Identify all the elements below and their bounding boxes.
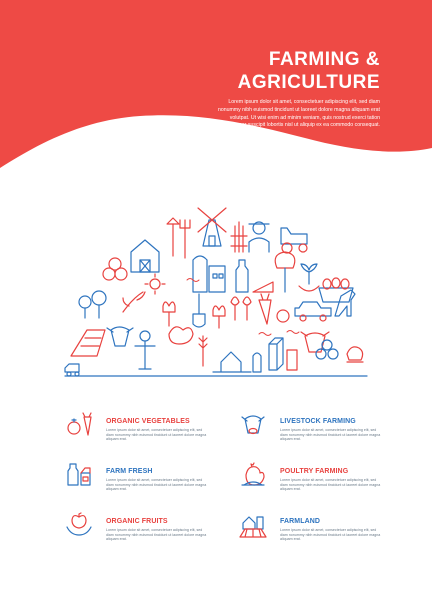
windmill-icon [198,208,226,246]
feature-organic-vegetables [64,407,209,447]
sun-icon [145,274,165,294]
tulips-icon [163,302,225,328]
feature-text: Lorem ipsum dolor sit amet, consectetuer adipiscing elit, sed diam nonummy nibh euismod tincidunt ut laoreet dolore magna aliquam erat. [280,428,381,442]
feature-text: Lorem ipsum dolor sit amet, consectetuer adipiscing elit, sed diam nonummy nibh euismod tincidunt ut laoreet dolore magna aliquam erat. [106,528,207,542]
egg-basket-icon [319,278,353,302]
wave-decorations [187,279,299,336]
hen-icon [169,327,193,344]
cow-icon [238,409,268,439]
feature-livestock-farming [238,407,383,447]
vegetables-icon [64,409,94,439]
shovel-icon [167,218,190,258]
page-title [120,48,380,94]
title-line-1: FARMING & [268,49,380,70]
milk-carton-icon [269,338,297,370]
field-plot-icon [71,330,105,356]
feature-text: Lorem ipsum dolor sit amet, consectetuer adipiscing elit, sed diam nonummy nibh euismod tincidunt ut laoreet dolore magna aliquam erat. [280,528,381,542]
carrot-icon [259,294,289,324]
apple-tree-icon [275,252,295,292]
feature-title: ORGANIC FRUITS [106,518,168,525]
small-truck-icon [65,364,79,376]
feature-title: ORGANIC VEGETABLES [106,418,190,425]
feature-text: Lorem ipsum dolor sit amet, consectetuer adipiscing elit, sed diam nonummy nibh euismod tincidunt ut laoreet dolore magna aliquam erat. [106,428,207,442]
feature-title: LIVESTOCK FARMING [280,418,356,425]
feature-title: FARM FRESH [106,468,153,475]
silo-icon [193,256,225,292]
hay-bales-icon [103,258,127,280]
hen-icon [238,459,268,489]
spade-icon [193,294,205,327]
feature-organic-fruits [64,507,209,547]
feature-title: FARMLAND [280,518,321,525]
feature-farmland [238,507,383,547]
cow-head-icon [107,327,133,346]
farmer-icon [249,222,269,252]
tractor-icon [281,228,307,253]
sprout-icon [123,292,145,312]
scarecrow-icon [135,331,155,369]
pickup-truck-icon [295,302,331,321]
feature-title: POULTRY FARMING [280,468,349,475]
trees-icon [79,291,106,318]
feature-text: Lorem ipsum dolor sit amet, consectetuer adipiscing elit, sed diam nonummy nibh euismod tincidunt ut laoreet dolore magna aliquam erat. [280,478,381,492]
chicken-icon [347,347,363,362]
agriculture-icon-collage [63,206,369,381]
feature-farm-fresh [64,457,209,497]
feature-grid [0,405,432,555]
farmhouse-icon [213,352,261,372]
wheat-icon [199,336,207,366]
hay-rolls-icon [316,340,338,359]
flower-pots-icon [231,297,251,320]
milk-icon [64,459,94,489]
fence-icon [231,222,247,252]
hands-plant-icon [299,264,319,291]
intro-paragraph: Lorem ipsum dolor sit amet, consectetuer adipiscing elit, sed diam nonummy nibh euismod tincidunt ut laoreet dolore magna aliquam erat volutpat. Ut wisi enim ad minim veniam, quis nostrud exerci tation ullamcorper suscipit lobortis nisl ut aliquip ex ea commodo consequat. [217,99,380,129]
feature-poultry-farming [238,457,383,497]
horse-icon [335,290,355,316]
barn-icon [131,240,159,272]
apple-hand-icon [64,509,94,539]
milk-bottle-icon [236,260,273,292]
feature-text: Lorem ipsum dolor sit amet, consectetuer adipiscing elit, sed diam nonummy nibh euismod tincidunt ut laoreet dolore magna aliquam erat. [106,478,207,492]
title-line-2: AGRICULTURE [237,72,380,93]
farmland-icon [238,509,268,539]
